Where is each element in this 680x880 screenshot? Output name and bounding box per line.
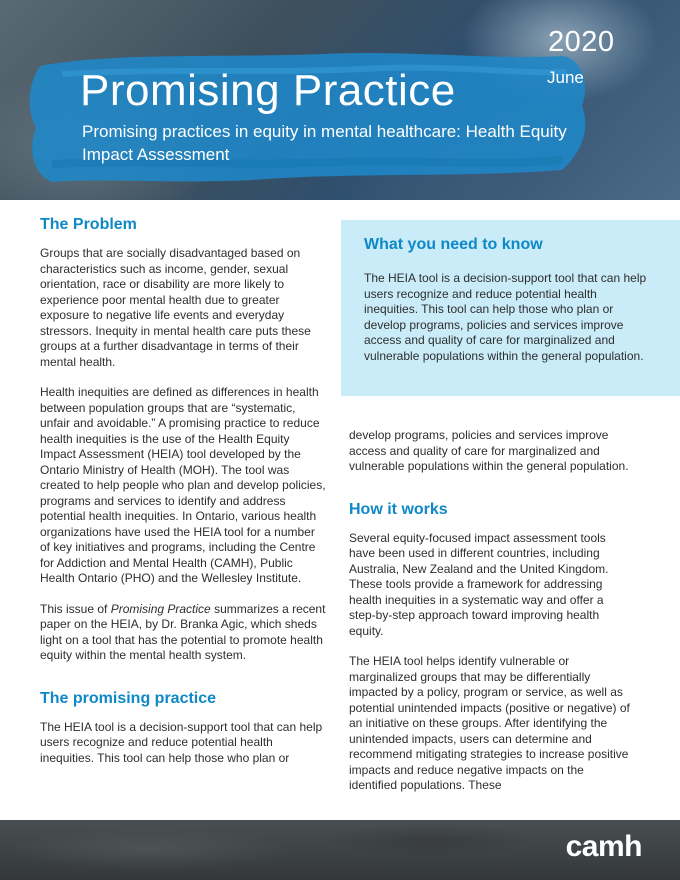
camh-logo: camh [565, 830, 642, 863]
key-points-body: The HEIA tool is a decision-support tool that can help users recognize and reduce potential health inequities. This tool can help those who plan or develop programs, policies and services improve access and quality of care for marginalized and vulnerable populations within the general population. [364, 271, 647, 363]
footer-band [0, 820, 680, 880]
problem-heading: The Problem [40, 216, 137, 233]
how-it-works-paragraph-1: Several equity-focused impact assessment tools have been used in different countries, including Australia, New Zealand and the United Kingdom. These tools provide a framework for addressing health inequities in a systematic way and offer a step-by-step approach toward improving health equity. [349, 530, 609, 638]
practice-heading: The promising practice [40, 689, 217, 707]
right-column [349, 428, 631, 809]
problem-paragraph-3 [40, 602, 328, 664]
how-it-works-heading: How it works [349, 500, 448, 518]
problem-paragraph-2: Health inequities are defined as differences in health between population groups that are “systematic, unfair and avoidable.” A promising practice to reduce health inequities is the use of the Health Equity Impact Assessment (HEIA) tool developed by the Ontario Ministry of Health (MOH). The tool was created to help people who plan and develop policies, programs and services to identify and address potential health inequities. In Ontario, various health organizations have used the HEIA tool for a number of key initiatives and programs, including the Centre for Addiction and Mental Health (CAMH), Public Health Ontario (PHO) and the Wellesley Institute. [40, 385, 326, 585]
left-column [40, 216, 328, 781]
problem-p3-lead: This issue of [40, 601, 111, 616]
key-points-heading: What you need to know [364, 236, 543, 253]
page-subtitle: Promising practices in equity in mental healthcare: Health Equity Impact Assessment [82, 122, 567, 164]
continued-paragraph: develop programs, policies and services improve access and quality of care for marginalized and vulnerable populations within the general population. [349, 428, 629, 473]
key-points-box [341, 220, 680, 396]
page-title: Promising Practice [80, 66, 456, 115]
problem-p3-rest: summarizes a recent paper on the HEIA, by Dr. Branka Agic, which sheds light on a tool that has the potential to promote health equity within the mental health system. [40, 601, 326, 662]
issue-month: June [547, 68, 584, 87]
header-banner [0, 0, 680, 200]
publication-name: Promising Practice [110, 601, 211, 616]
problem-paragraph-1: Groups that are socially disadvantaged based on characteristics such as income, gender, sexual orientation, race or disability are more likely to experience poor mental health due to greater exposure to negative life events and everyday stressors. Inequity in mental health care puts these groups at a further disadvantage in terms of their mental health. [40, 246, 311, 369]
practice-paragraph-1: The HEIA tool is a decision-support tool that can help users recognize and reduce potential health inequities. This tool can help those who plan or [40, 719, 323, 765]
how-it-works-paragraph-2: The HEIA tool helps identify vulnerable or marginalized groups that may be differentially impacted by a policy, program or service, as well as potential unintended impacts (positive or negative) of an initiative on these groups. After identifying the unintended impacts, users can determine and recommend mitigating strategies to increase positive impacts and reduce negative impacts on the identified populations. These [349, 654, 630, 792]
issue-year: 2020 [548, 26, 615, 58]
